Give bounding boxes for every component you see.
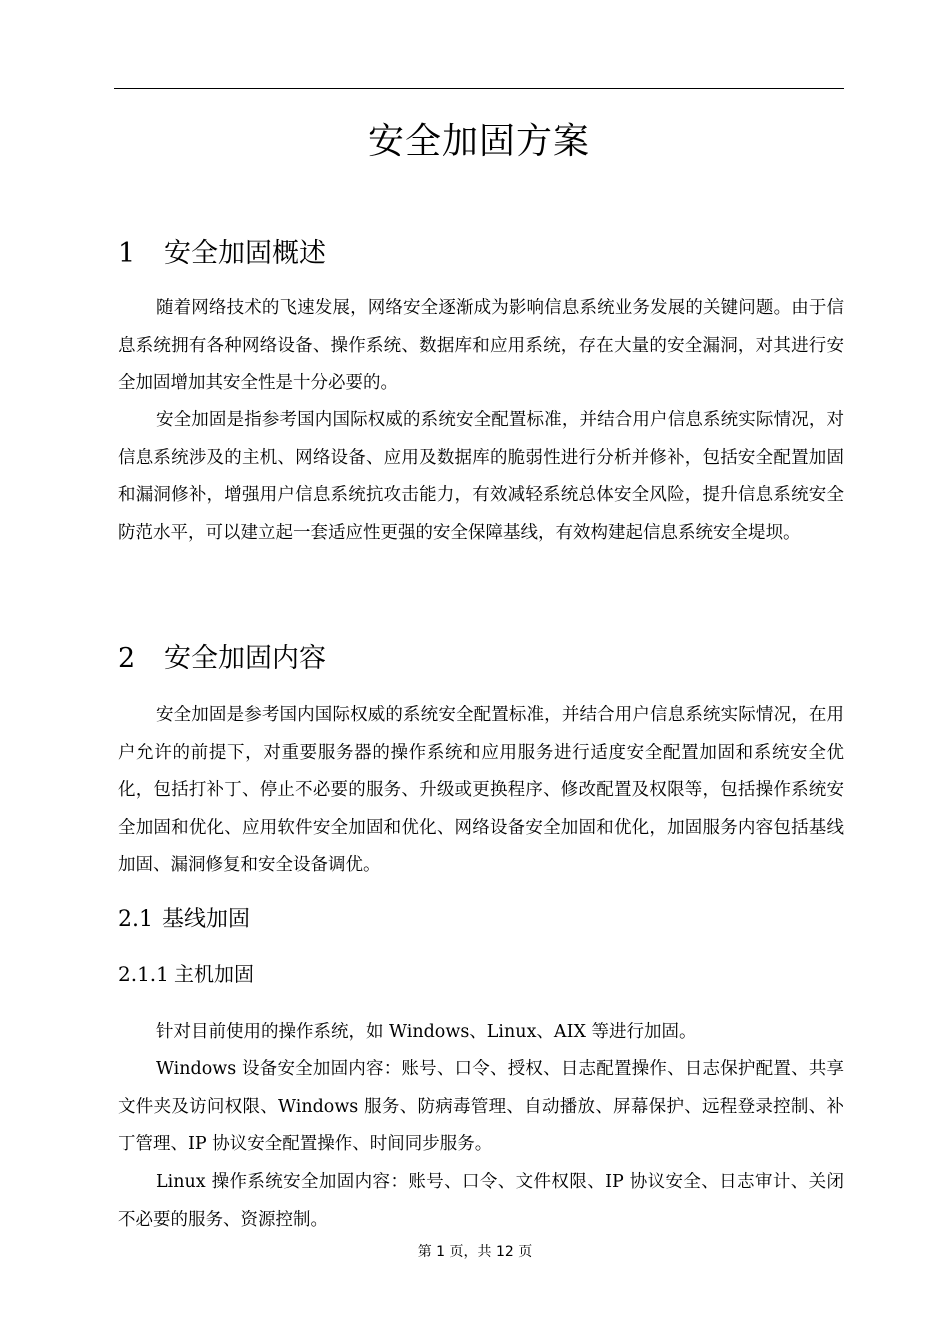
section-heading-1 <box>118 236 326 272</box>
page-indicator: 第 1 页，共 12 页 <box>417 1244 533 1260</box>
section-number: 2 <box>118 643 136 674</box>
header-rule <box>114 88 844 89</box>
paragraph: 针对目前使用的操作系统，如 Windows、Linux、AIX 等进行加固。 <box>156 1022 697 1042</box>
paragraph: Linux 操作系统安全加固内容：账号、口令、文件权限、IP 协议安全、日志审计、关闭不必要的服务、资源控制。 <box>118 1172 844 1230</box>
paragraph: 安全加固是参考国内国际权威的系统安全配置标准，并结合用户信息系统实际情况，在用户允许的前提下，对重要服务器的操作系统和应用服务进行适度安全配置加固和系统安全优化，包括打补丁、停止不必要的服务、升级或更换程序、修改配置及权限等，包括操作系统安全加固和优化、应用软件安全加固和优化、网络设备安全加固和优化，加固服务内容包括基线加固、漏洞修复和安全设备调优。 <box>118 705 844 875</box>
section-heading-text: 安全加固内容 <box>164 643 326 674</box>
subsection-heading-text: 基线加固 <box>162 907 251 932</box>
paragraph: 安全加固是指参考国内国际权威的系统安全配置标准，并结合用户信息系统实际情况，对信息系统涉及的主机、网络设备、应用及数据库的脆弱性进行分析并修补，包括安全配置加固和漏洞修补，增强用户信息系统抗攻击能力，有效减轻系统总体安全风险，提升信息系统安全防范水平，可以建立起一套适应性更强的安全保障基线，有效构建起信息系统安全堤坝。 <box>118 410 844 543</box>
subsubsection-number: 2.1.1 <box>118 962 169 986</box>
paragraph: 随着网络技术的飞速发展，网络安全逐渐成为影响信息系统业务发展的关键问题。由于信息系统拥有各种网络设备、操作系统、数据库和应用系统，存在大量的安全漏洞，对其进行安全加固增加其安全性是十分必要的。 <box>118 298 844 393</box>
subsubsection-heading <box>118 960 254 988</box>
section-heading-text: 安全加固概述 <box>164 238 326 269</box>
subsection-number: 2.1 <box>118 907 153 932</box>
section-heading-2 <box>118 641 326 677</box>
document-title: 安全加固方案 <box>367 121 590 162</box>
section-number: 1 <box>118 238 136 269</box>
subsection-heading <box>118 905 250 935</box>
paragraph: Windows 设备安全加固内容：账号、口令、授权、日志配置操作、日志保护配置、共享文件夹及访问权限、Windows 服务、防病毒管理、自动播放、屏幕保护、远程登录控制、补丁管理、IP 协议安全配置操作、时间同步服务。 <box>118 1059 844 1154</box>
subsubsection-heading-text: 主机加固 <box>174 962 254 986</box>
